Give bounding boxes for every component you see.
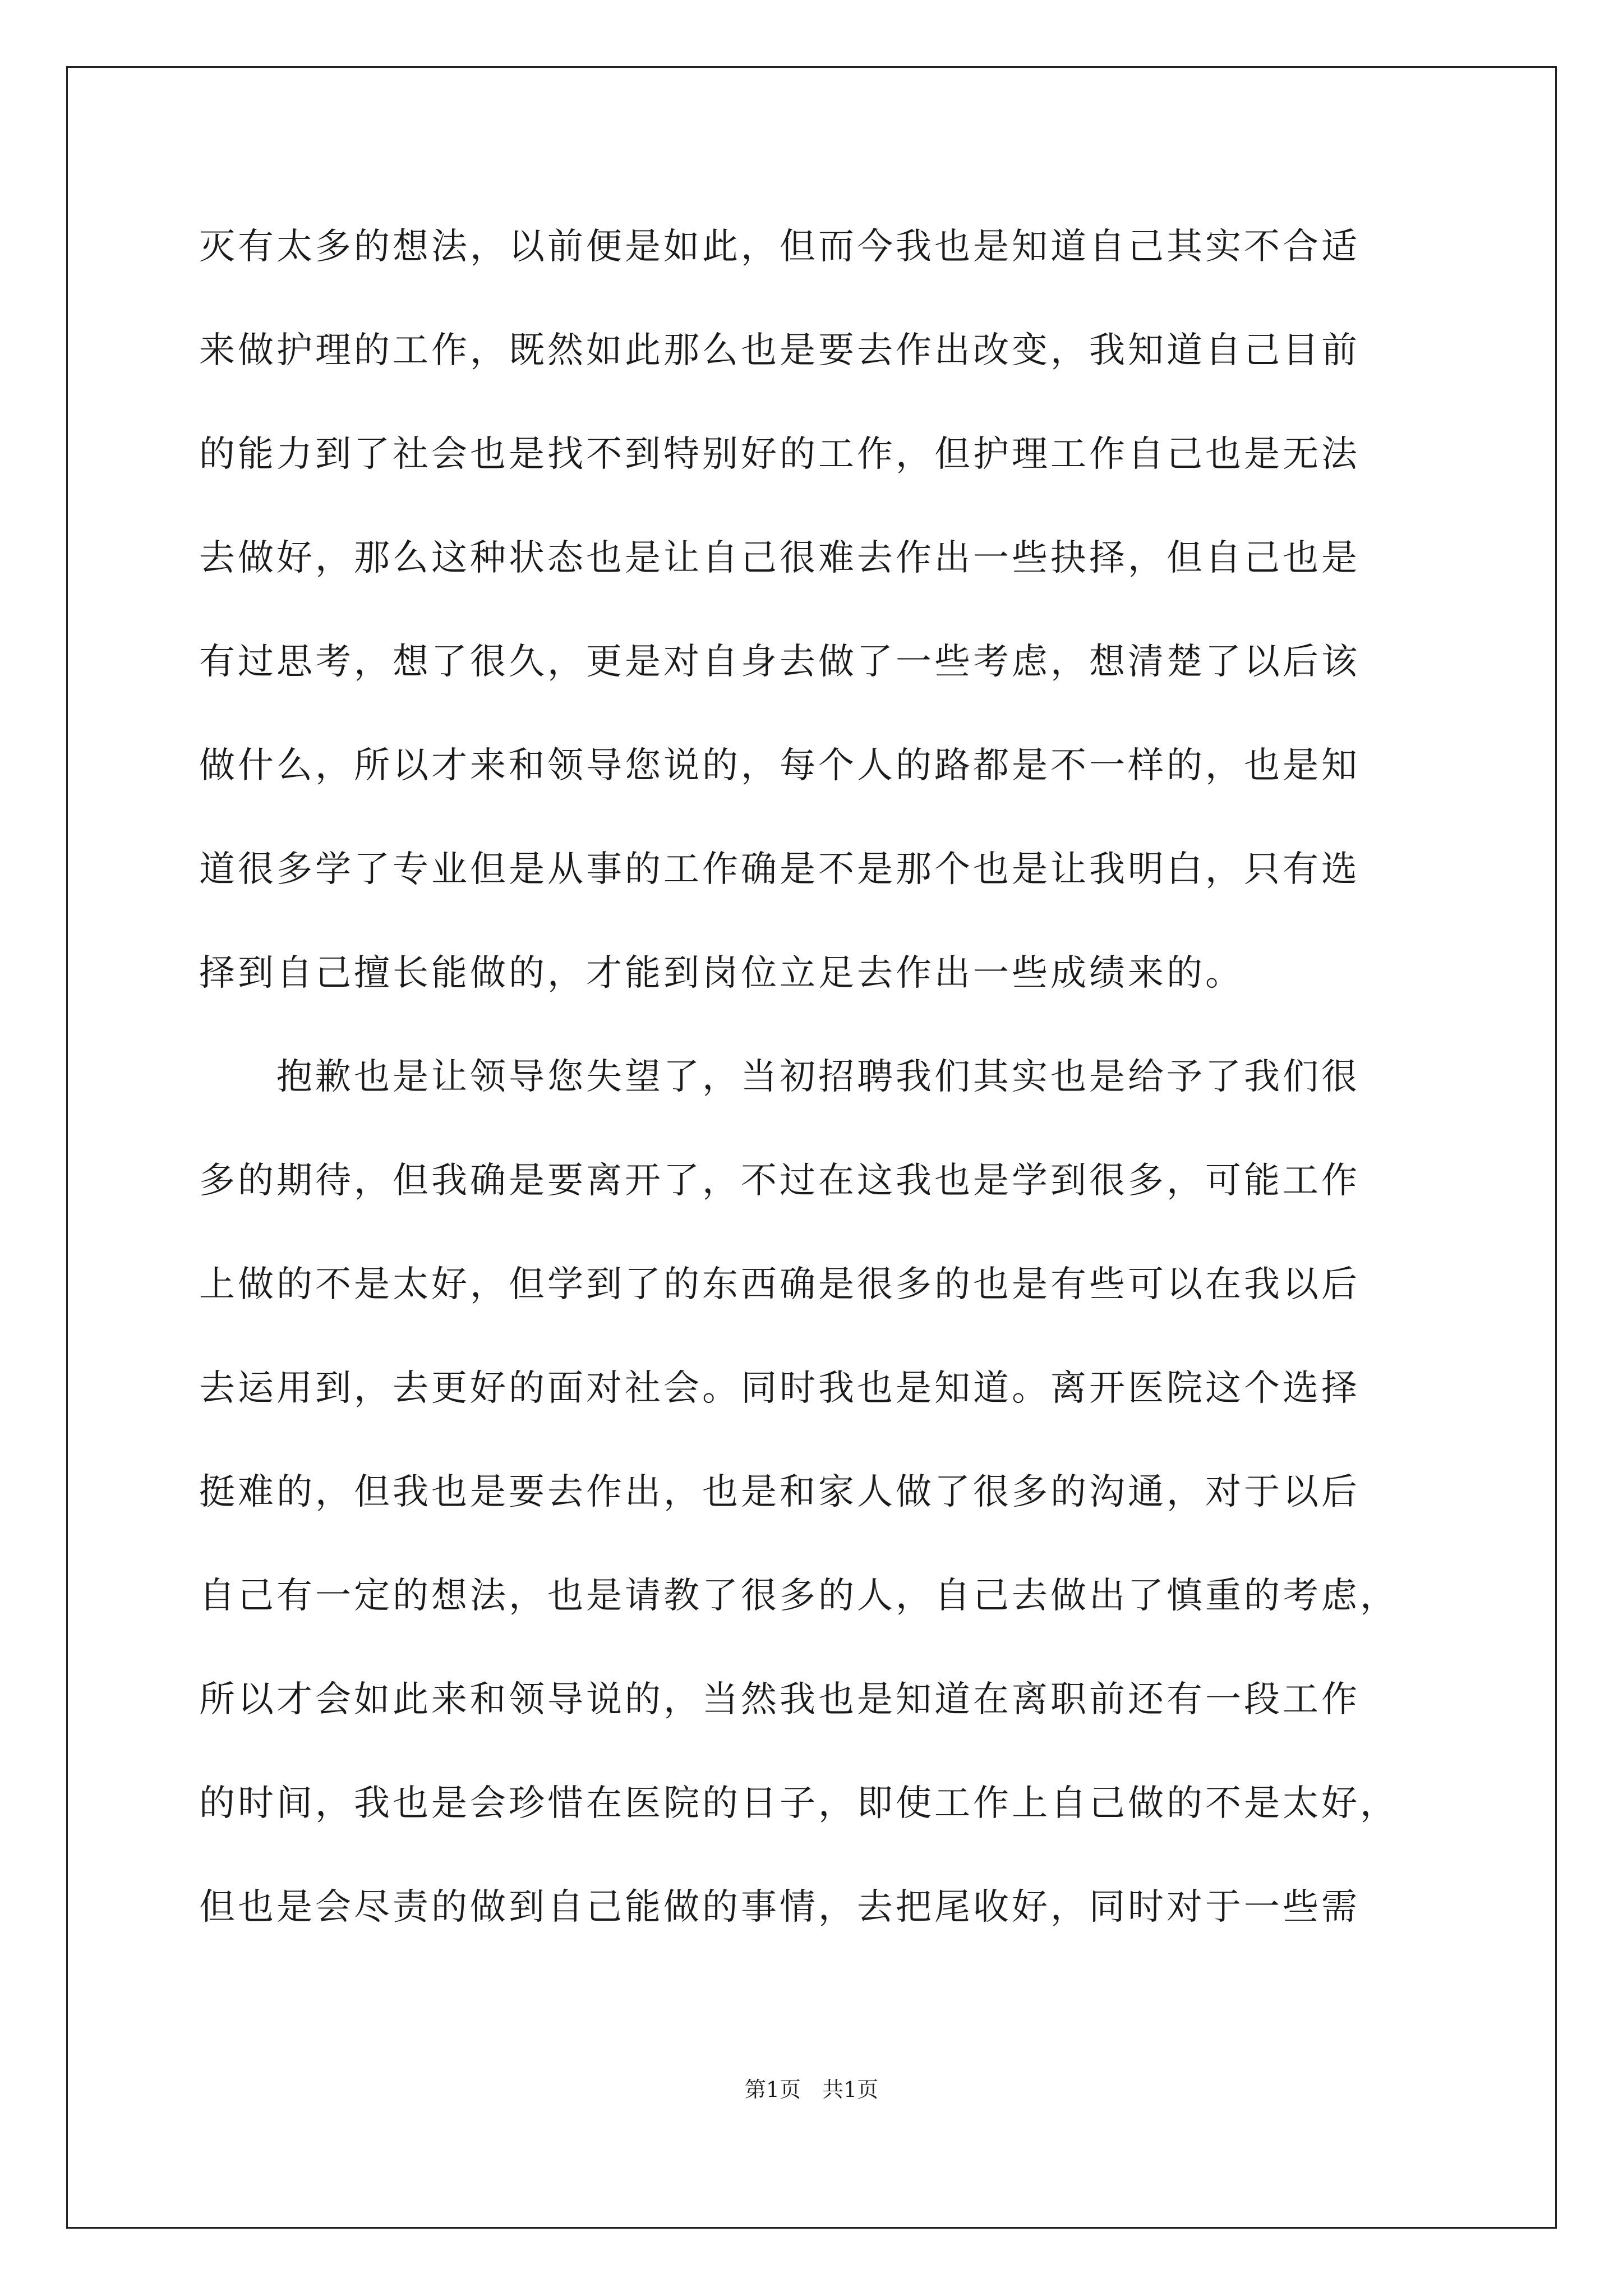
body-line: 来做护理的工作，既然如此那么也是要去作出改变，我知道自己目前	[199, 330, 1360, 371]
body-line: 的能力到了社会也是找不到特别好的工作，但护理工作自己也是无法	[199, 434, 1360, 475]
body-line: 道很多学了专业但是从事的工作确是不是那个也是让我明白，只有选	[199, 849, 1360, 890]
body-line: 但也是会尽责的做到自己能做的事情，去把尾收好，同时对于一些需	[199, 1887, 1360, 1928]
page-number-footer: 第1页 共1页	[744, 2077, 879, 2102]
body-line: 有过思考，想了很久，更是对自身去做了一些考虑，想清楚了以后该	[199, 641, 1360, 683]
body-line: 挺难的，但我也是要去作出，也是和家人做了很多的沟通，对于以后	[199, 1471, 1360, 1513]
body-line: 自己有一定的想法，也是请教了很多的人，自己去做出了慎重的考虑，	[199, 1575, 1399, 1617]
body-line: 所以才会如此来和领导说的，当然我也是知道在离职前还有一段工作	[199, 1679, 1360, 1720]
body-line: 择到自己擅长能做的，才能到岗位立足去作出一些成绩来的。	[199, 953, 1244, 994]
body-line: 灭有太多的想法，以前便是如此，但而今我也是知道自己其实不合适	[199, 226, 1360, 268]
body-line: 抱歉也是让领导您失望了，当初招聘我们其实也是给予了我们很	[199, 1056, 1360, 1098]
body-line: 去做好，那么这种状态也是让自己很难去作出一些抉择，但自己也是	[199, 537, 1360, 579]
body-line: 上做的不是太好，但学到了的东西确是很多的也是有些可以在我以后	[199, 1264, 1360, 1305]
body-line: 多的期待，但我确是要离开了，不过在这我也是学到很多，可能工作	[199, 1160, 1360, 1202]
body-line: 做什么，所以才来和领导您说的，每个人的路都是不一样的，也是知	[199, 745, 1360, 786]
body-line: 去运用到，去更好的面对社会。同时我也是知道。离开医院这个选择	[199, 1368, 1360, 1409]
body-line: 的时间，我也是会珍惜在医院的日子，即使工作上自己做的不是太好，	[199, 1783, 1399, 1824]
